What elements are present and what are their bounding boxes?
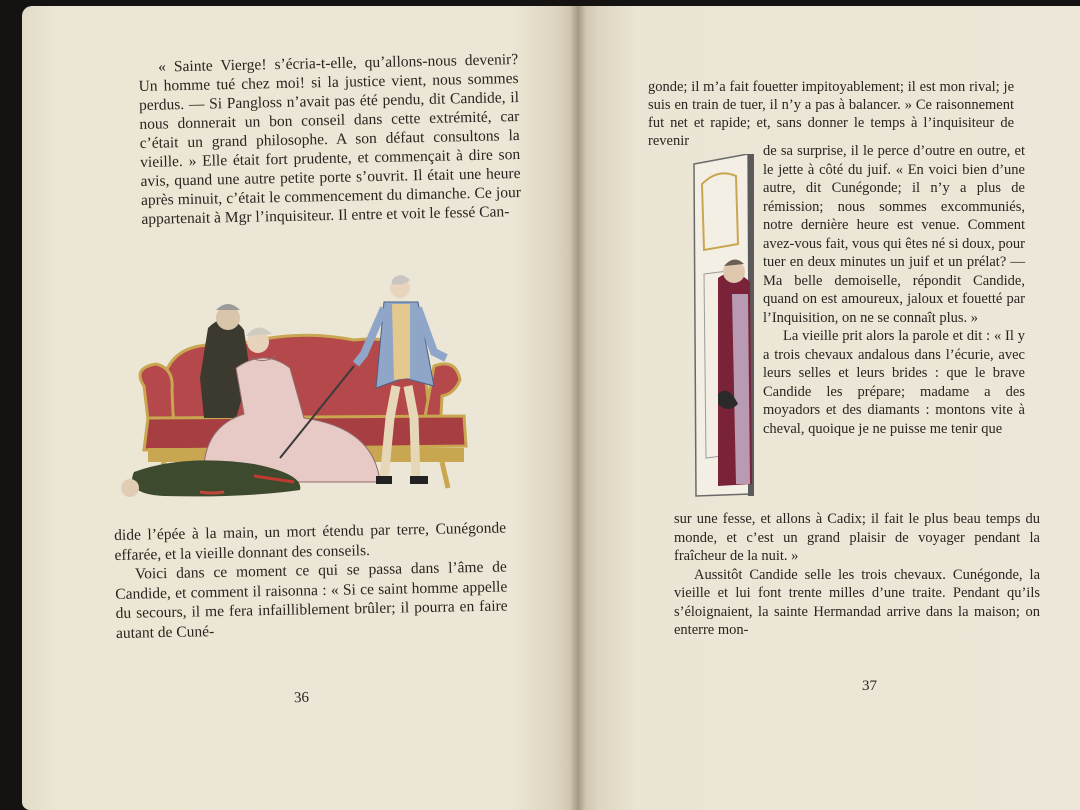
right-page-number: 37 bbox=[862, 678, 877, 694]
right-paragraph-3: La vieille prit alors la parole et dit : « Il y a trois chevaux andalous dans l’écurie, avec leurs selles et leurs brides : que le brave Candide les prépare; madame a des moyadors et des diamants : montons vite à cheval, quoique je ne puisse me tenir que bbox=[763, 328, 1025, 437]
right-wrap-text bbox=[763, 142, 1025, 438]
book-gutter bbox=[570, 6, 586, 810]
right-top-text bbox=[648, 78, 1014, 150]
sofa-scene-illustration bbox=[104, 268, 506, 516]
left-paragraph-1: « Sainte Vierge! s’écria-t-elle, qu’allons-nous devenir? Un homme tué chez moi! si la justice vient, nous sommes perdus. — Si Pangloss n’avait pas été pendu, dit Candide, il nous donnerait un bon conseil dans cette extrémité, car c’était un grand philosophe. A son défaut consultons la vieille. » Elle était fort prudente, et commençait à dire son avis, quand une autre petite porte s’ouvrit. Il était une heure après minuit, c’était le commencement du dimanche. Ce jour appartenait à Mgr l’inquisiteur. Il entre et voit le fessé Can- bbox=[138, 51, 522, 228]
left-top-text bbox=[138, 50, 521, 229]
inquisitor-door-illustration bbox=[688, 154, 760, 504]
book-spread bbox=[22, 6, 1080, 810]
right-paragraph-2: de sa surprise, il le perce d’outre en outre, et le jette à côté du juif. « En voici bien d’une autre, dit Cunégonde; il n’y a plus de rémission; nous sommes excommuniés, notre dernière heure est venue. Comment avez-vous fait, vous qui êtes né si doux, pour tuer en deux minutes un juif et un prélat? — Ma belle demoiselle, répondit Candide, quand on est amoureux, jaloux et fouetté par l’Inquisition, on ne se connaît plus. » bbox=[763, 143, 1025, 326]
right-paragraph-5: Aussitôt Candide selle les trois chevaux. Cunégonde, la vieille et lui font trente milles d’une traite. Pendant qu’ils s’éloignaient, la sainte Hermandad arrive dans la maison; on enterre mon- bbox=[674, 566, 1040, 638]
left-page-number: 36 bbox=[293, 689, 310, 707]
left-bottom-text bbox=[114, 518, 508, 643]
right-paragraph-4: sur une fesse, et allons à Cadix; il fait le plus beau temps du monde, et c’est un grand plaisir de voyager pendant la fraîcheur de la nuit. » bbox=[674, 511, 1040, 564]
left-paragraph-2: dide l’épée à la main, un mort étendu par terre, Cunégonde effarée, et la vieille donnant des conseils. bbox=[114, 519, 507, 564]
left-page bbox=[22, 6, 578, 810]
right-bottom-text bbox=[674, 510, 1040, 640]
right-page bbox=[578, 6, 1080, 810]
right-paragraph-1: gonde; il m’a fait fouetter impitoyablement; il est mon rival; je suis en train de tuer, il n’y a pas à balancer. » Ce raisonnement fut net et rapide; et, sans donner le temps à l’inquisiteur de revenir bbox=[648, 79, 1014, 149]
left-paragraph-3: Voici dans ce moment ce qui se passa dans l’âme de Candide, et comment il raisonna : « Si ce saint homme appelle du secours, il me fera infailliblement brûler; il pourra en faire autant de Cuné- bbox=[115, 558, 508, 642]
